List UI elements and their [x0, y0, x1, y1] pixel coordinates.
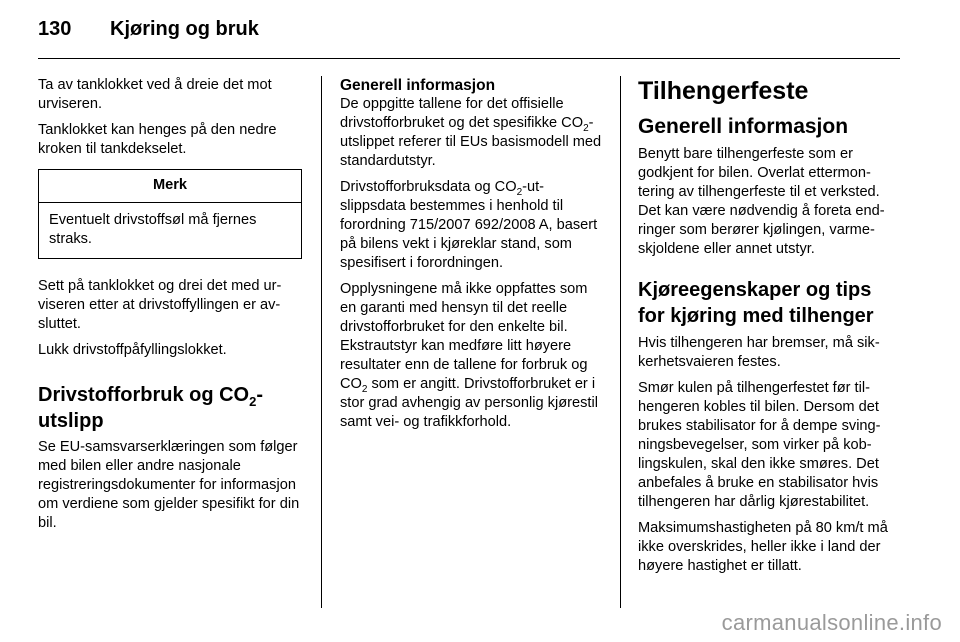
paragraph: Smør kulen på tilhengerfestet før tilhengeren kobles til bilen. Dersom det brukes stabilisator for å dempe svingningsbevegelser, som virker på koblingskulen, skal den ikke smøres. Det anbefales å bruke en stabilisator hvis tilhengeren har dårlig kjørestabilitet. — [638, 380, 881, 510]
heading-text: Drivstofforbruk og CO — [38, 384, 250, 406]
subscript: 2 — [361, 383, 368, 395]
paragraph — [340, 95, 604, 171]
note-box — [38, 169, 302, 259]
paragraph: Sett på tanklokket og drei det med urviseren etter at drivstoffyllingen er avsluttet. — [38, 278, 282, 332]
text: -utslippet referer til EUs basismodell med standardutstyr. — [340, 115, 602, 169]
note-body: Eventuelt drivstoffsøl må fjernes straks. — [49, 212, 257, 247]
text: -utslippsdata bestemmes i henhold til forordning 715/2007 692/2008 A, basert på bilens vekt i kjøreklar stand, som spesifisert i forordningen. — [340, 179, 598, 271]
paragraph: Ta av tanklokket ved å dreie det mot urviseren. — [38, 77, 272, 112]
column-divider-2 — [620, 76, 621, 608]
header-divider — [38, 58, 900, 59]
section-heading-general: Generell informasjon — [638, 115, 849, 138]
subsection-heading: Generell informasjon — [340, 77, 496, 94]
chapter-title: Tilhengerfeste — [638, 77, 809, 105]
text: Opplysningene må ikke oppfattes som en garanti med hensyn til det reelle drivstofforbruket for den enkelte bil. Ekstrautstyr kan medføre litt høyere resultater enn de tallene for forbruk og CO — [340, 281, 588, 392]
paragraph: Tanklokket kan henges på den nedre kroken til tankdekselet. — [38, 122, 277, 157]
paragraph: Lukk drivstoffpåfyllingslokket. — [38, 342, 227, 358]
subscript: 2 — [583, 122, 589, 134]
column-right — [638, 76, 902, 583]
heading-subscript: 2 — [249, 394, 257, 409]
column-middle — [340, 76, 604, 439]
text: Drivstofforbruksdata og CO — [340, 179, 517, 195]
section-heading-towing: Kjøreegenskaper og tips for kjøring med tilhenger — [638, 279, 874, 327]
watermark: carmanualsonline.info — [721, 610, 942, 635]
subscript: 2 — [516, 186, 523, 198]
text: som er angitt. Drivstofforbruket er i stor grad avhengig av personlig kjørestil samt vei- og trafikkforhold. — [340, 376, 598, 430]
column-left — [38, 76, 302, 540]
paragraph: Maksimumshastigheten på 80 km/t må ikke overskrides, heller ikke i land der høyere hastighet er tillatt. — [638, 520, 888, 574]
paragraph: Benytt bare tilhengerfeste som er godkjent for bilen. Overlat ettermontering av tilhengerfeste til et verksted. Det kan være nødvendig å foreta endringer som berører kjølingen, varmeskjoldene eller annet utstyr. — [638, 146, 885, 257]
column-divider-1 — [321, 76, 322, 608]
page-header — [38, 18, 259, 48]
paragraph — [340, 280, 604, 432]
paragraph: Se EU-samsvarserklæringen som følger med bilen eller andre nasjonale registreringsdokumenter for informasjon om verdiene som gjelder spesifikt for din bil. — [38, 439, 300, 531]
paragraph: Hvis tilhengeren har bremser, må sikkerhetsvaieren festes. — [638, 335, 880, 370]
section-heading-fuel — [38, 382, 302, 434]
note-title: Merk — [39, 170, 301, 203]
paragraph — [340, 178, 604, 273]
page-number: 130 — [38, 18, 72, 40]
section-title: Kjøring og bruk — [110, 18, 259, 40]
text: De oppgitte tallene for det offisielle drivstofforbruket og det spesifikke CO — [340, 96, 584, 131]
heading-text: -utslipp — [38, 384, 264, 432]
